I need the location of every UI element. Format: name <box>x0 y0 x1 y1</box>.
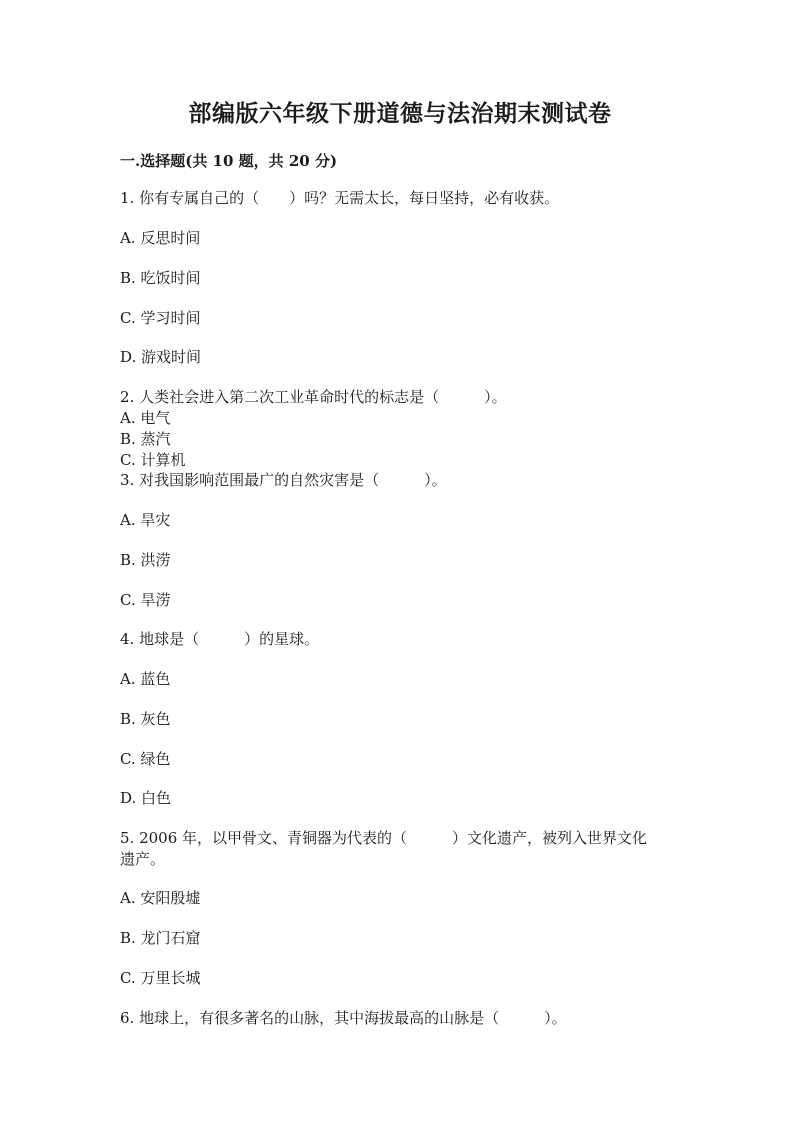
question-1-option-a: A. 反思时间 <box>120 229 201 247</box>
question-4-option-d: D. 白色 <box>120 789 172 807</box>
question-1-option-d: D. 游戏时间 <box>120 348 202 366</box>
question-5-option-c: C. 万里长城 <box>120 969 201 987</box>
question-2-option-c: C. 计算机 <box>120 451 186 469</box>
question-3-stem: 3. 对我国影响范围最广的自然灾害是（ ）。 <box>120 471 447 489</box>
section-heading: 一.选择题(共 10 题，共 20 分) <box>120 152 338 170</box>
question-3-option-c: C. 旱涝 <box>120 591 171 609</box>
question-5-option-b: B. 龙门石窟 <box>120 929 201 947</box>
question-6-stem: 6. 地球上，有很多著名的山脉，其中海拔最高的山脉是（ ）。 <box>120 1009 567 1027</box>
question-1-option-b: B. 吃饭时间 <box>120 269 201 287</box>
question-2-option-b: B. 蒸汽 <box>120 430 171 448</box>
question-4-stem: 4. 地球是（ ）的星球。 <box>120 630 320 648</box>
question-1-option-c: C. 学习时间 <box>120 309 201 327</box>
question-5-stem-line-2: 遗产。 <box>120 850 166 868</box>
question-4-option-c: C. 绿色 <box>120 750 171 768</box>
question-5-stem-line-1: 5. 2006 年，以甲骨文、青铜器为代表的（ ）文化遗产，被列入世界文化 <box>120 829 648 847</box>
question-5-option-a: A. 安阳殷墟 <box>120 889 201 907</box>
question-4-option-b: B. 灰色 <box>120 710 171 728</box>
question-4-option-a: A. 蓝色 <box>120 670 171 688</box>
page-title: 部编版六年级下册道德与法治期末测试卷 <box>188 100 612 127</box>
question-1-stem: 1. 你有专属自己的（ ）吗？无需太长，每日坚持，必有收获。 <box>120 189 560 207</box>
question-3-option-a: A. 旱灾 <box>120 511 171 529</box>
question-2-stem: 2. 人类社会进入第二次工业革命时代的标志是（ ）。 <box>120 388 507 406</box>
question-2-option-a: A. 电气 <box>120 409 171 427</box>
question-3-option-b: B. 洪涝 <box>120 551 171 569</box>
